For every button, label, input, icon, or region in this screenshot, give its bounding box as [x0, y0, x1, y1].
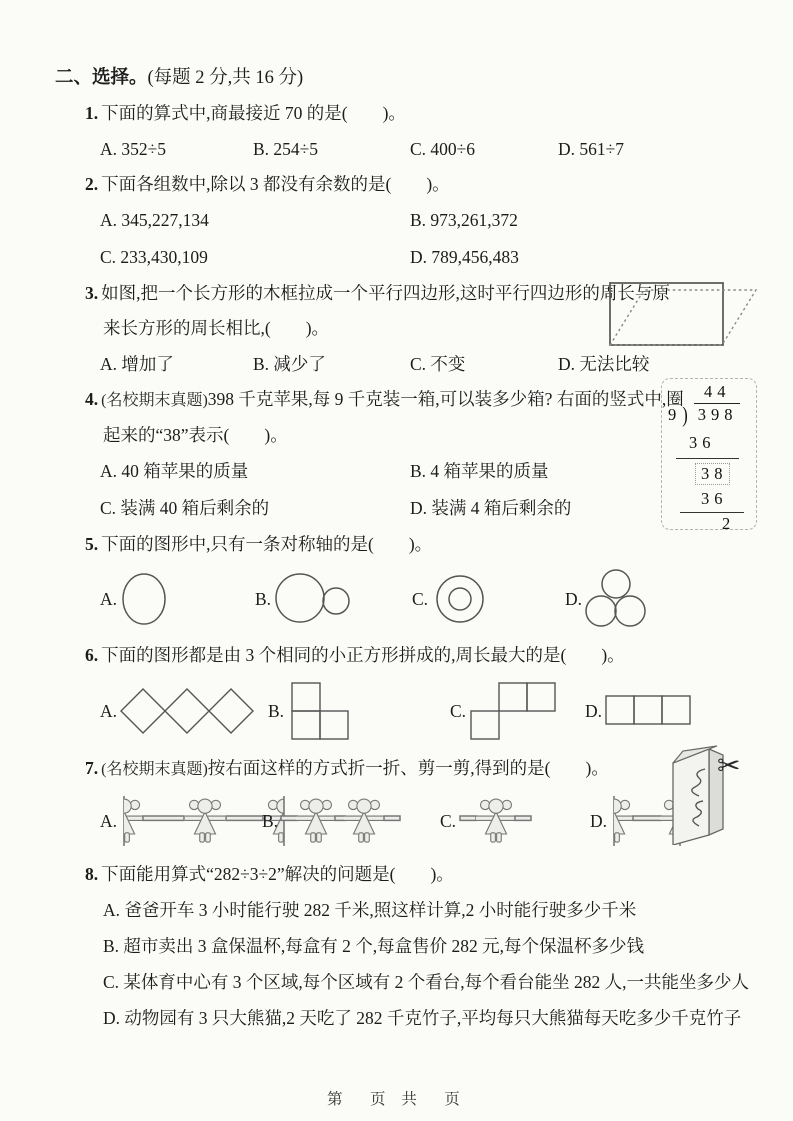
option-c: C. 400÷6: [410, 139, 476, 159]
option-d: D.: [585, 693, 694, 729]
division-row: [668, 401, 740, 428]
staircase-squares-figure: [468, 679, 560, 743]
question-number: 2.: [85, 174, 99, 194]
division-quotient: 44: [704, 382, 731, 401]
division-dividend: 398: [694, 403, 740, 424]
option-a: A.: [100, 568, 255, 630]
option-d: D. 561÷7: [558, 139, 624, 159]
option-a: A.: [100, 793, 262, 849]
concentric-circles-figure: [430, 568, 492, 630]
question-number: 1.: [85, 103, 99, 123]
question-tag: (名校期末真题): [101, 392, 208, 409]
option-c: C. 不变: [410, 354, 466, 374]
question-4-text: 4. (名校期末真题)398 千克苹果,每 9 千克装一箱,可以装多少箱? 右面的竖式中,圈起来的“38”表示( )。: [85, 389, 684, 445]
long-division-figure: [661, 378, 757, 533]
folded-paper-scissors-figure: [659, 741, 755, 850]
division-remainder: 2: [722, 514, 736, 533]
single-doll-figure: [458, 793, 548, 849]
three-diamonds-figure: [119, 682, 255, 740]
question-number: 6.: [85, 645, 99, 665]
option-d: D. 装满 4 箱后剩余的: [410, 498, 572, 518]
division-line2: [680, 512, 744, 513]
option-b: B.: [268, 679, 450, 743]
option-a: A. 40 箱苹果的质量: [100, 461, 249, 481]
two-tangent-circles-figure: [273, 568, 353, 630]
question-6-text: 6. 下面的图形都是由 3 个相同的小正方形拼成的,周长最大的是( )。: [85, 645, 625, 665]
section-title: 二、选择。: [55, 68, 148, 88]
option-c: C. 装满 40 箱后剩余的: [100, 498, 270, 518]
question-2-text: 2. 下面各组数中,除以 3 都没有余数的是( )。: [85, 174, 450, 194]
question-4-options-row1: [55, 453, 740, 490]
option-b: B. 减少了: [253, 354, 326, 374]
division-divisor: 9: [668, 405, 682, 424]
option-d: D. 无法比较: [558, 354, 650, 374]
option-b: B. 973,261,372: [410, 210, 518, 230]
question-6-options: [55, 679, 761, 743]
option-b: B. 254÷5: [253, 139, 319, 159]
question-2-options-row1: [55, 202, 740, 239]
option-c: C.: [412, 568, 565, 630]
option-d: D. 789,456,483: [410, 247, 519, 267]
section-points: (每题 2 分,共 16 分): [147, 68, 304, 88]
question-5-options: [55, 568, 761, 630]
question-5: [55, 527, 761, 630]
option-a: A.: [100, 682, 268, 740]
row-of-squares-figure: [604, 693, 694, 729]
three-circles-figure: [584, 568, 648, 630]
question-6: [55, 638, 761, 743]
question-number: 7.: [85, 758, 99, 778]
question-8-text: 8. 下面能用算式“282÷3÷2”解决的问题是( )。: [85, 864, 454, 884]
question-2-options-row2: [55, 239, 740, 276]
division-step2: 36: [701, 489, 728, 508]
option-a: A. 爸爸开车 3 小时能行驶 282 千米,照这样计算,2 小时能行驶多少千米: [103, 900, 637, 920]
question-4: [55, 382, 761, 533]
question-5-text: 5. 下面的图形中,只有一条对称轴的是( )。: [85, 534, 433, 554]
option-c: C. 233,430,109: [100, 247, 208, 267]
division-line1: [676, 458, 739, 459]
question-7-options: [55, 793, 761, 849]
page-footer: 第 页 共 页: [327, 1091, 466, 1108]
option-d: D.: [565, 568, 648, 630]
option-d: D. 动物园有 3 只大熊猫,2 天吃了 282 千克竹子,平均每只大熊猫每天吃多少千克竹子: [103, 1008, 742, 1028]
option-c: C.: [450, 679, 585, 743]
question-8: [55, 857, 761, 1036]
option-c: C. 某体育中心有 3 个区域,每个区域有 2 个看台,每个看台能坐 282 人,一共能坐多少人: [103, 972, 750, 992]
option-a: A. 增加了: [100, 354, 174, 374]
question-7: [55, 751, 761, 849]
option-d: D.: [590, 793, 687, 849]
two-dolls-figure: [280, 793, 404, 849]
division-step1: 36: [689, 433, 716, 452]
option-b: B. 4 箱苹果的质量: [410, 461, 549, 481]
question-3: [55, 276, 761, 382]
l-tromino-figure: [286, 679, 350, 743]
question-number: 3.: [85, 283, 99, 303]
question-1-text: 1. 下面的算式中,商最接近 70 的是( )。: [85, 103, 406, 123]
option-c: C.: [440, 793, 590, 849]
question-2: [55, 167, 761, 276]
question-tag: (名校期末真题): [101, 761, 208, 778]
option-a: A. 352÷5: [100, 139, 166, 159]
option-b: B.: [262, 793, 440, 849]
question-4-options-row2: [55, 490, 740, 527]
question-7-text: 7. (名校期末真题)按右面这样的方式折一折、剪一剪,得到的是( )。: [85, 758, 609, 778]
option-a: A. 345,227,134: [100, 210, 209, 230]
question-number: 5.: [85, 534, 99, 554]
division-circled-38: 38: [695, 463, 730, 485]
rectangle-parallelogram-figure: [607, 276, 759, 359]
option-b: B. 超市卖出 3 盒保温杯,每盒有 2 个,每盒售价 282 元,每个保温杯多少钱: [103, 936, 645, 956]
question-number: 4.: [85, 389, 99, 409]
scissors-icon: ✂: [717, 751, 741, 782]
question-1-options: [55, 131, 761, 167]
section-header: [55, 60, 761, 96]
question-number: 8.: [85, 864, 99, 884]
question-1: [55, 96, 761, 167]
division-bracket-icon: ): [682, 401, 693, 428]
single-circle-figure: [119, 568, 169, 630]
question-3-text: 3. 如图,把一个长方形的木框拉成一个平行四边形,这时平行四边形的周长与原来长方形的周长相比,( )。: [85, 283, 670, 338]
option-b: B.: [255, 568, 412, 630]
